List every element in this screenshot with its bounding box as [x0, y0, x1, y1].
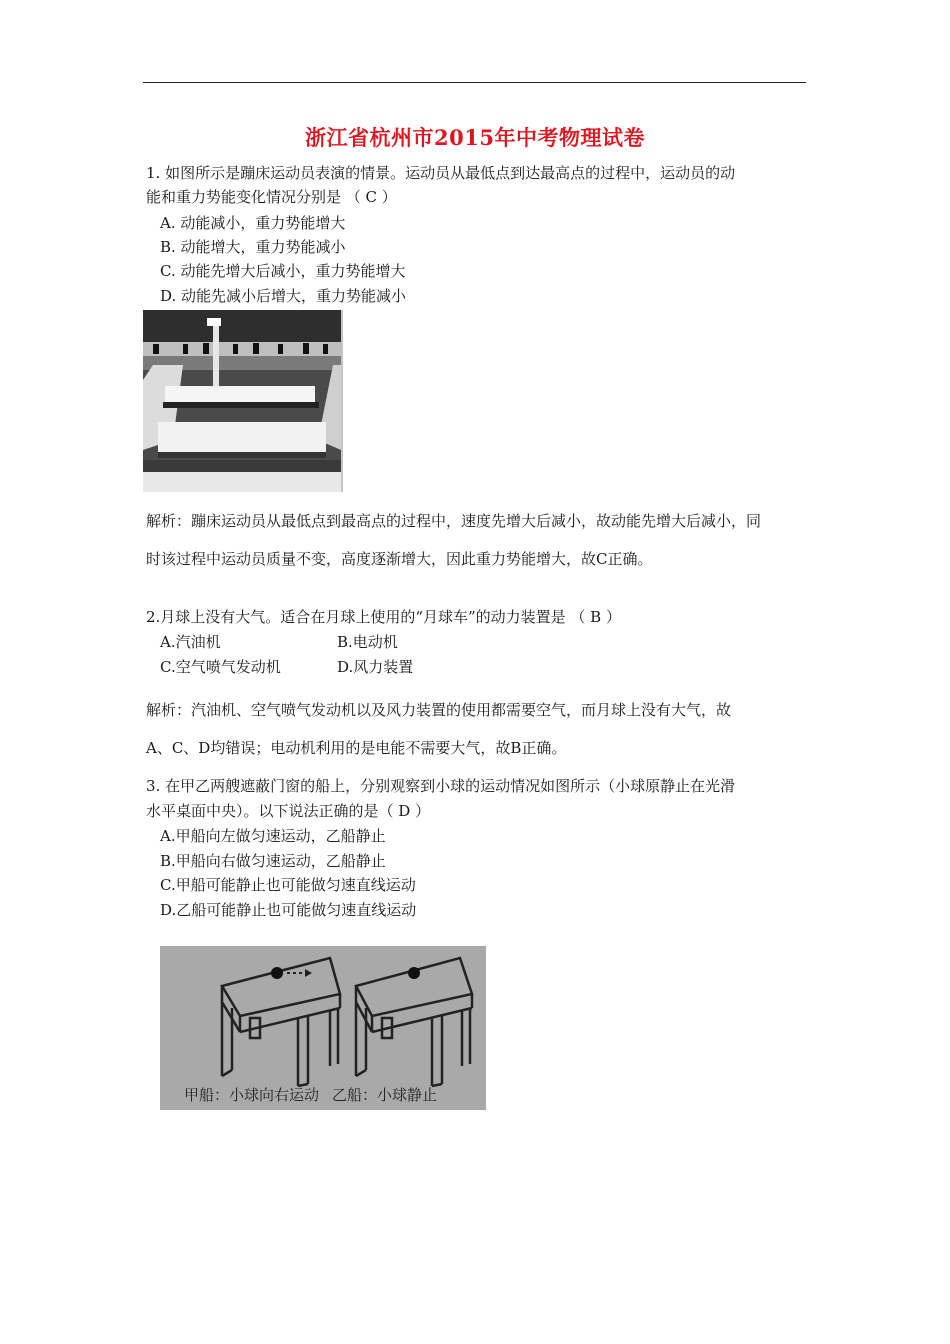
q2-analysis-line1: 解析：汽油机、空气喷气发动机以及风力装置的使用都需要空气，而月球上没有大气，故 — [146, 701, 732, 719]
q1-option-b: B. 动能增大，重力势能减小 — [160, 238, 346, 256]
q3-option-c: C.甲船可能静止也可能做匀速直线运动 — [160, 876, 416, 894]
q1-option-d: D. 动能先减小后增大，重力势能减小 — [160, 287, 407, 305]
q1-analysis-line1: 解析：蹦床运动员从最低点到最高点的过程中，速度先增大后减小，故动能先增大后减小，同 — [146, 512, 762, 530]
q2-stem: 2.月球上没有大气。适合在月球上使用的“月球车”的动力装置是 （ B ） — [146, 608, 621, 626]
q2-option-b: B.电动机 — [337, 633, 398, 651]
q3-stem-line1: 3. 在甲乙两艘遮蔽门窗的船上，分别观察到小球的运动情况如图所示（小球原静止在光滑 — [146, 777, 736, 795]
caption-left: 甲船：小球向右运动 — [184, 1086, 320, 1104]
q3-option-d: D.乙船可能静止也可能做匀速直线运动 — [160, 901, 417, 919]
q1-option-a: A. 动能减小，重力势能增大 — [160, 214, 346, 232]
top-rule — [143, 82, 806, 83]
page-title: 浙江省杭州市2015年中考物理试卷 — [305, 125, 645, 150]
q1-option-c: C. 动能先增大后减小，重力势能增大 — [160, 262, 406, 280]
q2-option-d: D.风力装置 — [337, 658, 414, 676]
trampoline-photo — [143, 310, 343, 492]
left-ball — [271, 967, 283, 979]
tables-figure — [160, 946, 486, 1110]
q3-option-a: A.甲船向左做匀速运动，乙船静止 — [160, 827, 386, 845]
q3-option-b: B.甲船向右做匀速运动，乙船静止 — [160, 852, 386, 870]
caption-right: 乙船：小球静止 — [332, 1086, 438, 1104]
q3-stem-line2: 水平桌面中央）。以下说法正确的是（ D ） — [146, 802, 431, 820]
q1-stem-line2: 能和重力势能变化情况分别是 （ C ） — [146, 188, 397, 206]
q1-stem-line1: 1. 如图所示是蹦床运动员表演的情景。运动员从最低点到达最高点的过程中，运动员的动 — [146, 164, 736, 182]
q2-analysis-line2: A、C、D均错误；电动机利用的是电能不需要大气，故B正确。 — [146, 739, 567, 757]
right-ball — [408, 967, 420, 979]
q2-option-c: C.空气喷气发动机 — [160, 658, 281, 676]
q2-option-a: A.汽油机 — [160, 633, 221, 651]
q1-analysis-line2: 时该过程中运动员质量不变，高度逐渐增大，因此重力势能增大，故C正确。 — [146, 550, 653, 568]
